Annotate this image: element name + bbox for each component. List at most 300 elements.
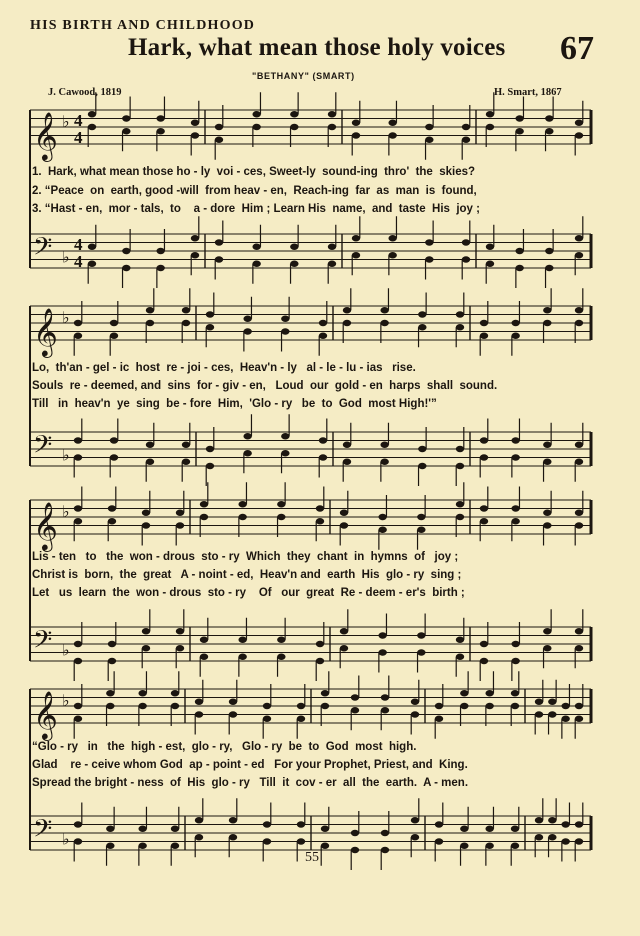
note-head <box>191 120 199 126</box>
note-head <box>486 261 494 267</box>
note-head <box>462 124 470 130</box>
note-head <box>575 235 583 241</box>
flat-sign: ♭ <box>62 640 70 660</box>
note-head <box>511 703 519 709</box>
note-head <box>435 838 443 844</box>
note-head <box>74 505 82 511</box>
note-head <box>319 454 327 460</box>
note-head <box>122 265 130 271</box>
note-head <box>425 124 433 130</box>
note-head <box>122 128 130 134</box>
note-head <box>108 641 116 647</box>
note-head <box>460 843 468 849</box>
note-head <box>171 690 179 696</box>
note-head <box>380 307 388 313</box>
note-head <box>575 522 583 528</box>
note-head <box>110 320 118 326</box>
note-head <box>74 333 82 339</box>
note-head <box>340 645 348 651</box>
note-head <box>171 826 179 832</box>
note-head <box>381 694 389 700</box>
note-head <box>545 115 553 121</box>
note-head <box>195 834 203 840</box>
note-head <box>575 252 583 258</box>
note-head <box>191 132 199 138</box>
note-head <box>110 333 118 339</box>
note-head <box>480 437 488 443</box>
note-head <box>176 510 184 516</box>
note-head <box>106 826 114 832</box>
note-head <box>351 847 359 853</box>
note-head <box>388 252 396 258</box>
note-head <box>176 645 184 651</box>
note-head <box>200 501 208 507</box>
note-head <box>352 132 360 138</box>
note-head <box>74 518 82 524</box>
note-head <box>88 244 96 250</box>
note-head <box>138 690 146 696</box>
note-head <box>277 654 285 660</box>
note-head <box>108 505 116 511</box>
note-head <box>486 244 494 250</box>
note-head <box>486 111 494 117</box>
note-head <box>215 137 223 143</box>
note-head <box>480 518 488 524</box>
note-head <box>511 505 519 511</box>
note-head <box>511 826 519 832</box>
note-head <box>425 256 433 262</box>
note-head <box>182 459 190 465</box>
note-head <box>290 111 298 117</box>
note-head <box>456 637 464 643</box>
note-head <box>535 834 543 840</box>
note-head <box>417 514 425 520</box>
note-head <box>418 446 426 452</box>
note-head <box>319 333 327 339</box>
note-head <box>486 124 494 130</box>
note-head <box>575 459 583 465</box>
note-head <box>418 324 426 330</box>
note-head <box>316 641 324 647</box>
system-3-verse-1: Lis - ten to the won - drous sto - ry Which they chant in hymns of joy ; <box>32 551 459 563</box>
note-head <box>263 716 271 722</box>
note-head <box>352 235 360 241</box>
note-head <box>206 324 214 330</box>
note-head <box>74 658 82 664</box>
note-head <box>548 834 556 840</box>
note-head <box>340 628 348 634</box>
note-head <box>411 817 419 823</box>
note-head <box>548 817 556 823</box>
treble-clef: 𝄞 <box>33 690 58 739</box>
note-head <box>343 320 351 326</box>
note-head <box>215 256 223 262</box>
note-head <box>480 658 488 664</box>
note-head <box>561 703 569 709</box>
flat-sign: ♭ <box>62 445 70 465</box>
note-head <box>74 703 82 709</box>
note-head <box>352 252 360 258</box>
note-head <box>142 522 150 528</box>
note-head <box>378 514 386 520</box>
time-signature: 4 <box>74 235 83 254</box>
note-head <box>435 716 443 722</box>
bass-clef: 𝄢 <box>33 814 53 850</box>
note-head <box>146 320 154 326</box>
note-head <box>200 637 208 643</box>
section-heading: HIS BIRTH AND CHILDHOOD <box>30 18 256 33</box>
note-head <box>417 527 425 533</box>
system-1-verse-3: 3. “Hast - en, mor - tals, to a - dore Him ; Learn His name, and taste His joy ; <box>32 203 480 215</box>
note-head <box>281 450 289 456</box>
note-head <box>328 261 336 267</box>
note-head <box>252 124 260 130</box>
time-signature: 4 <box>74 111 83 130</box>
note-head <box>297 703 305 709</box>
note-head <box>108 658 116 664</box>
note-head <box>378 632 386 638</box>
note-head <box>456 311 464 317</box>
note-head <box>156 265 164 271</box>
note-head <box>281 328 289 334</box>
note-head <box>252 244 260 250</box>
note-head <box>351 694 359 700</box>
note-head <box>321 703 329 709</box>
note-head <box>460 690 468 696</box>
note-head <box>511 658 519 664</box>
note-head <box>138 826 146 832</box>
note-head <box>545 248 553 254</box>
note-head <box>146 442 154 448</box>
note-head <box>191 252 199 258</box>
note-head <box>575 645 583 651</box>
note-head <box>176 628 184 634</box>
note-head <box>74 641 82 647</box>
note-head <box>480 505 488 511</box>
note-head <box>511 641 519 647</box>
note-head <box>456 501 464 507</box>
note-head <box>297 838 305 844</box>
note-head <box>195 817 203 823</box>
composer-credit: H. Smart, 1867 <box>494 87 562 98</box>
note-head <box>200 514 208 520</box>
note-head <box>561 838 569 844</box>
note-head <box>561 821 569 827</box>
note-head <box>290 244 298 250</box>
note-head <box>238 514 246 520</box>
note-head <box>316 518 324 524</box>
note-head <box>417 649 425 655</box>
note-head <box>381 847 389 853</box>
note-head <box>456 514 464 520</box>
note-head <box>122 248 130 254</box>
note-head <box>543 442 551 448</box>
note-head <box>243 433 251 439</box>
hymn-title: Hark, what mean those holy voices <box>128 34 506 61</box>
note-head <box>456 463 464 469</box>
note-head <box>176 522 184 528</box>
note-head <box>543 307 551 313</box>
note-head <box>106 703 114 709</box>
note-head <box>515 115 523 121</box>
note-head <box>511 437 519 443</box>
note-head <box>229 699 237 705</box>
system-4-verse-1: “Glo - ry in the high - est, glo - ry, Glo - ry be to God most high. <box>32 741 417 753</box>
note-head <box>485 826 493 832</box>
system-4-verse-2: Glad re - ceive whom God ap - point - ed For your Prophet, Priest, and King. <box>32 759 468 771</box>
note-head <box>462 256 470 262</box>
note-head <box>321 826 329 832</box>
note-head <box>277 501 285 507</box>
note-head <box>388 132 396 138</box>
note-head <box>515 128 523 134</box>
note-head <box>171 703 179 709</box>
note-head <box>418 311 426 317</box>
note-head <box>243 316 251 322</box>
note-head <box>456 324 464 330</box>
note-head <box>252 111 260 117</box>
note-head <box>328 111 336 117</box>
note-head <box>343 307 351 313</box>
note-head <box>485 703 493 709</box>
note-head <box>543 320 551 326</box>
note-head <box>74 821 82 827</box>
note-head <box>281 316 289 322</box>
note-head <box>480 454 488 460</box>
note-head <box>206 463 214 469</box>
note-head <box>480 641 488 647</box>
note-head <box>418 463 426 469</box>
note-head <box>456 446 464 452</box>
note-head <box>511 320 519 326</box>
note-head <box>511 333 519 339</box>
note-head <box>328 124 336 130</box>
system-2-verse-1: Lo, th'an - gel - ic host re - joi - ces, Heav'n - ly al - le - lu - ias rise. <box>32 362 416 374</box>
note-head <box>543 645 551 651</box>
note-head <box>277 514 285 520</box>
treble-clef: 𝄞 <box>33 501 58 550</box>
note-head <box>575 628 583 634</box>
note-head <box>543 628 551 634</box>
note-head <box>425 239 433 245</box>
note-head <box>388 235 396 241</box>
note-head <box>321 690 329 696</box>
note-head <box>156 248 164 254</box>
note-head <box>575 442 583 448</box>
tune-name: "BETHANY" (SMART) <box>252 71 355 81</box>
note-head <box>122 115 130 121</box>
note-head <box>142 645 150 651</box>
note-head <box>381 707 389 713</box>
flat-sign: ♭ <box>62 247 70 267</box>
note-head <box>182 442 190 448</box>
note-head <box>535 817 543 823</box>
note-head <box>575 821 583 827</box>
note-head <box>316 505 324 511</box>
note-head <box>425 137 433 143</box>
note-head <box>328 244 336 250</box>
note-head <box>195 699 203 705</box>
note-head <box>138 703 146 709</box>
note-head <box>229 834 237 840</box>
note-head <box>511 843 519 849</box>
note-head <box>182 320 190 326</box>
note-head <box>343 442 351 448</box>
note-head <box>352 120 360 126</box>
note-head <box>156 115 164 121</box>
note-head <box>435 703 443 709</box>
note-head <box>380 459 388 465</box>
note-head <box>146 459 154 465</box>
bass-clef: 𝄢 <box>33 625 53 661</box>
note-head <box>106 690 114 696</box>
note-head <box>74 716 82 722</box>
flat-sign: ♭ <box>62 112 70 131</box>
note-head <box>110 454 118 460</box>
note-head <box>290 124 298 130</box>
note-head <box>575 307 583 313</box>
note-head <box>511 454 519 460</box>
note-head <box>110 437 118 443</box>
note-head <box>297 821 305 827</box>
note-head <box>411 711 419 717</box>
note-head <box>238 654 246 660</box>
note-head <box>515 265 523 271</box>
note-head <box>485 690 493 696</box>
note-head <box>575 120 583 126</box>
note-head <box>340 522 348 528</box>
note-head <box>381 830 389 836</box>
note-head <box>575 716 583 722</box>
time-signature: 4 <box>74 252 83 271</box>
note-head <box>575 132 583 138</box>
note-head <box>378 527 386 533</box>
note-head <box>238 501 246 507</box>
note-head <box>263 703 271 709</box>
note-head <box>277 637 285 643</box>
note-head <box>74 320 82 326</box>
flat-sign: ♭ <box>62 502 70 521</box>
note-head <box>460 703 468 709</box>
note-head <box>462 137 470 143</box>
note-head <box>316 658 324 664</box>
note-head <box>480 320 488 326</box>
system-2-verse-2: Souls re - deemed, and sins for - giv - en, Loud our gold - en harps shall sound. <box>32 380 498 392</box>
note-head <box>543 459 551 465</box>
flat-sign: ♭ <box>62 829 70 849</box>
note-head <box>485 843 493 849</box>
note-head <box>321 843 329 849</box>
note-head <box>543 510 551 516</box>
note-head <box>74 838 82 844</box>
note-head <box>575 703 583 709</box>
system-4-verse-3: Spread the bright - ness of His glo - ry Till it cov - er all the earth. A - men. <box>32 777 469 789</box>
note-head <box>515 248 523 254</box>
note-head <box>417 632 425 638</box>
note-head <box>351 707 359 713</box>
note-head <box>195 711 203 717</box>
note-head <box>74 454 82 460</box>
note-head <box>243 450 251 456</box>
note-head <box>456 654 464 660</box>
author-credit: J. Cawood, 1819 <box>48 87 122 98</box>
note-head <box>343 459 351 465</box>
note-head <box>215 239 223 245</box>
page-number: 55 <box>305 850 319 865</box>
bass-clef: 𝄢 <box>33 430 53 466</box>
treble-clef: 𝄞 <box>33 307 58 356</box>
system-1-verse-2: 2. “Peace on earth, good -will from heav - en, Reach-ing far as man is found, <box>32 185 477 197</box>
note-head <box>462 239 470 245</box>
note-head <box>146 307 154 313</box>
note-head <box>206 446 214 452</box>
note-head <box>378 649 386 655</box>
note-head <box>200 654 208 660</box>
note-head <box>545 128 553 134</box>
note-head <box>281 433 289 439</box>
note-head <box>511 690 519 696</box>
note-head <box>191 235 199 241</box>
note-head <box>460 826 468 832</box>
note-head <box>380 442 388 448</box>
note-head <box>351 830 359 836</box>
note-head <box>156 128 164 134</box>
note-head <box>548 711 556 717</box>
note-head <box>411 699 419 705</box>
note-head <box>108 518 116 524</box>
flat-sign: ♭ <box>62 308 70 327</box>
note-head <box>88 261 96 267</box>
note-head <box>319 320 327 326</box>
note-head <box>561 716 569 722</box>
note-head <box>243 328 251 334</box>
note-head <box>535 711 543 717</box>
note-head <box>252 261 260 267</box>
note-head <box>575 838 583 844</box>
note-head <box>215 124 223 130</box>
note-head <box>543 522 551 528</box>
note-head <box>388 120 396 126</box>
time-signature: 4 <box>74 128 83 147</box>
system-3-verse-3: Let us learn the won - drous sto - ry Of our great Re - deem - er's birth ; <box>32 587 465 599</box>
system-2-verse-3: Till in heav'n ye sing be - fore Him, 'Glo - ry be to God most High!'” <box>32 398 437 410</box>
note-head <box>74 437 82 443</box>
note-head <box>138 843 146 849</box>
note-head <box>411 834 419 840</box>
hymn-number: 67 <box>560 30 594 67</box>
note-head <box>435 821 443 827</box>
note-head <box>480 333 488 339</box>
note-head <box>297 716 305 722</box>
note-head <box>535 699 543 705</box>
note-head <box>575 320 583 326</box>
note-head <box>511 518 519 524</box>
note-head <box>340 510 348 516</box>
note-head <box>229 711 237 717</box>
note-head <box>290 261 298 267</box>
note-head <box>106 843 114 849</box>
note-head <box>575 510 583 516</box>
note-head <box>182 307 190 313</box>
note-head <box>263 838 271 844</box>
bass-clef: 𝄢 <box>33 232 53 268</box>
note-head <box>238 637 246 643</box>
note-head <box>206 311 214 317</box>
note-head <box>229 817 237 823</box>
note-head <box>380 320 388 326</box>
system-1-verse-1: 1. Hark, what mean those ho - ly voi - ces, Sweet-ly sound-ing thro' the skies? <box>32 166 476 178</box>
note-head <box>548 699 556 705</box>
